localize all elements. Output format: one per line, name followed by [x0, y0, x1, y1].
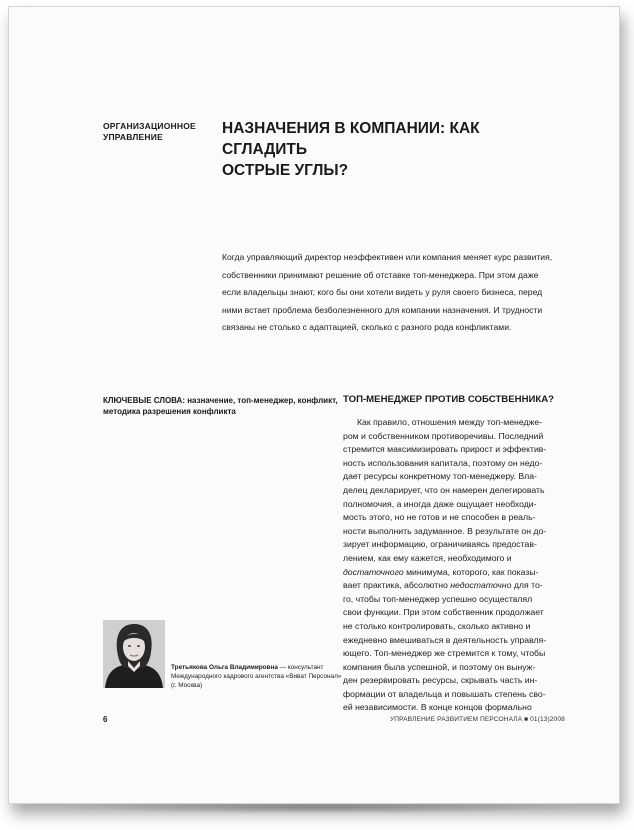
- body-fragment: для то-: [511, 580, 543, 591]
- keywords-block: [103, 395, 338, 417]
- article-lead: [222, 249, 562, 337]
- body-line: ющего. Топ-менеджер же стремится к тому, чтобы: [343, 648, 546, 659]
- keywords-label: КЛЮЧЕВЫЕ СЛОВА:: [103, 396, 185, 405]
- body-line: Как правило, отношения между топ-менедже-: [357, 417, 543, 427]
- body-line: зирует информацию, ограничиваясь предостав-: [343, 539, 537, 550]
- body-line: лением, как ему кажется, необходимого и: [343, 552, 512, 563]
- body-line: ность использования капитала, поэтому он недо-: [343, 457, 543, 468]
- author-company: Международного кадрового агентства «Виват Персонал»: [171, 673, 342, 681]
- body-line: делец декларирует, что он намерен делегировать: [343, 484, 545, 495]
- author-role: — консультант: [277, 664, 324, 671]
- body-line: не столько контролировать, сколько активно и: [343, 620, 531, 631]
- author-info: [171, 663, 342, 691]
- emphasis-text: достаточного: [343, 566, 404, 577]
- article-title: НАЗНАЧЕНИЯ В КОМПАНИИ: КАК СГЛАДИТЬ ОСТРЫЕ УГЛЫ?: [222, 120, 480, 179]
- journal-footer: УПРАВЛЕНИЕ РАЗВИТИЕМ ПЕРСОНАЛА ■ 01(13)2008: [390, 716, 565, 723]
- keywords-list: назначение, топ-менеджер, конфликт,: [185, 396, 338, 405]
- body-line: ности выполнить задуманное. В результате он до-: [343, 525, 547, 536]
- author-city: (г. Москва): [171, 682, 203, 690]
- body-line: ей независимости. В конце концов формально: [343, 702, 532, 713]
- body-line: дает ресурсы конкретному топ-менеджеру. Вла-: [343, 471, 537, 482]
- lead-line: если владельцы знают, кого бы они хотели видеть у руля своего бизнеса, перед: [222, 287, 543, 298]
- section-label: ОРГАНИЗАЦИОННОЕ УПРАВЛЕНИЕ: [103, 121, 196, 142]
- lead-line: ними встает проблема безболезненного для компании назначения. И трудности: [222, 304, 543, 315]
- section-heading: ТОП-МЕНЕДЖЕР ПРОТИВ СОБСТВЕННИКА?: [343, 394, 555, 405]
- body-line: ден резервировать ресурсы, скрывать часть ин-: [343, 675, 538, 686]
- body-fragment: вает практика, абсолютно: [343, 580, 451, 591]
- body-line: свои функции. При этом собственник продолжает: [343, 607, 544, 618]
- author-photo: [103, 620, 165, 688]
- body-line: [343, 566, 568, 580]
- author-name: Третьякова Ольга Владимировна: [171, 664, 278, 671]
- lead-line: Когда управляющий директор неэффективен или компания меняет курс развития,: [222, 252, 553, 262]
- body-line: полномочия, а иногда даже ощущает необходи-: [343, 498, 537, 509]
- emphasis-text: недостаточно: [450, 580, 512, 591]
- body-line: ром и собственником противоречивы. Последний: [343, 430, 544, 441]
- body-line: формации от владельца и повышать степень сво-: [343, 688, 546, 699]
- body-line: компания была успешной, и поэтому он вынуж-: [343, 661, 536, 672]
- body-line: стремится максимизировать прирост и эффектив-: [343, 444, 547, 455]
- body-line: го, чтобы топ-менеджер успешно осуществлял: [343, 593, 533, 604]
- lead-line: собственники принимают решение об отставке топ-менеджера. При этом даже: [222, 269, 539, 280]
- body-line: ежедневно вмешиваться в деятельность управля-: [343, 634, 547, 645]
- page-number: 6: [103, 715, 108, 724]
- article-body: [343, 416, 568, 715]
- body-line: [343, 579, 568, 593]
- lead-line: связаны не столько с адаптацией, сколько с разного рода конфликтами.: [222, 322, 512, 333]
- keywords-list: методика разрешения конфликта: [103, 407, 236, 416]
- body-fragment: минимума, которого, как показы-: [403, 566, 539, 577]
- body-line: мость этого, но не готов и не способен в реаль-: [343, 512, 536, 523]
